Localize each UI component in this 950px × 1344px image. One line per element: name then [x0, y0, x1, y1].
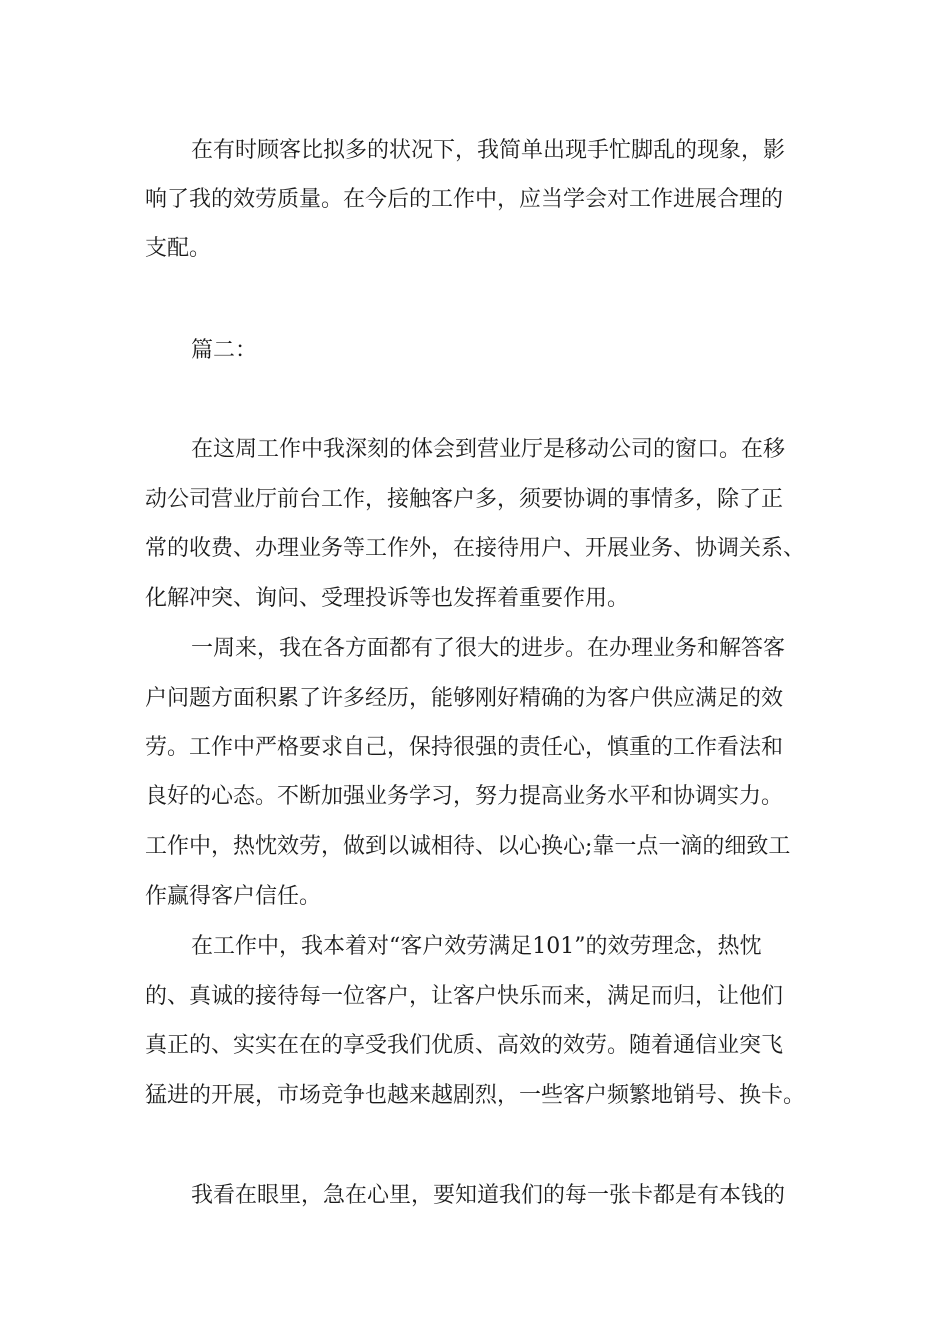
paragraph-1-line-3: 支配。 [145, 236, 212, 261]
paragraph-4-line-2: 的、真诚的接待每一位客户，让客户快乐而来，满足而归，让他们 [145, 984, 784, 1009]
paragraph-2-line-1: 在这周工作中我深刻的体会到营业厅是移动公司的窗口。在移 [191, 437, 786, 462]
paragraph-2-line-2: 动公司营业厅前台工作，接触客户多，须要协调的事情多，除了正 [145, 487, 784, 512]
paragraph-3-line-3: 劳。工作中严格要求自己，保持很强的责任心，慎重的工作看法和 [145, 735, 784, 760]
paragraph-3-line-1: 一周来，我在各方面都有了很大的进步。在办理业务和解答客 [191, 636, 786, 661]
paragraph-4-line-4: 猛进的开展，市场竞争也越来越剧烈，一些客户频繁地销号、换卡。 [145, 1083, 806, 1108]
paragraph-5-line-1: 我看在眼里，急在心里，要知道我们的每一张卡都是有本钱的 [191, 1183, 786, 1208]
paragraph-3-line-6: 作赢得客户信任。 [145, 884, 322, 909]
paragraph-3-line-4: 良好的心态。不断加强业务学习，努力提高业务水平和协调实力。 [145, 784, 784, 809]
section-heading: 篇二： [191, 338, 258, 363]
paragraph-2-line-3: 常的收费、办理业务等工作外，在接待用户、开展业务、协调关系、 [145, 536, 806, 561]
paragraph-2-line-4: 化解冲突、询问、受理投诉等也发挥着重要作用。 [145, 586, 630, 611]
paragraph-3-line-5: 工作中，热忱效劳，做到以诚相待、以心换心;靠一点一滴的细致工 [145, 834, 791, 859]
paragraph-3-line-2: 户问题方面积累了许多经历，能够刚好精确的为客户供应满足的效 [145, 686, 784, 711]
paragraph-1-line-1: 在有时顾客比拟多的状况下，我简单出现手忙脚乱的现象，影 [191, 138, 786, 163]
paragraph-4-line-3: 真正的、实实在在的享受我们优质、高效的效劳。随着通信业突飞 [145, 1033, 784, 1058]
paragraph-1-line-2: 响了我的效劳质量。在今后的工作中，应当学会对工作进展合理的 [145, 187, 784, 212]
paragraph-4-line-1: 在工作中，我本着对“客户效劳满足101”的效劳理念，热忱 [191, 934, 762, 959]
